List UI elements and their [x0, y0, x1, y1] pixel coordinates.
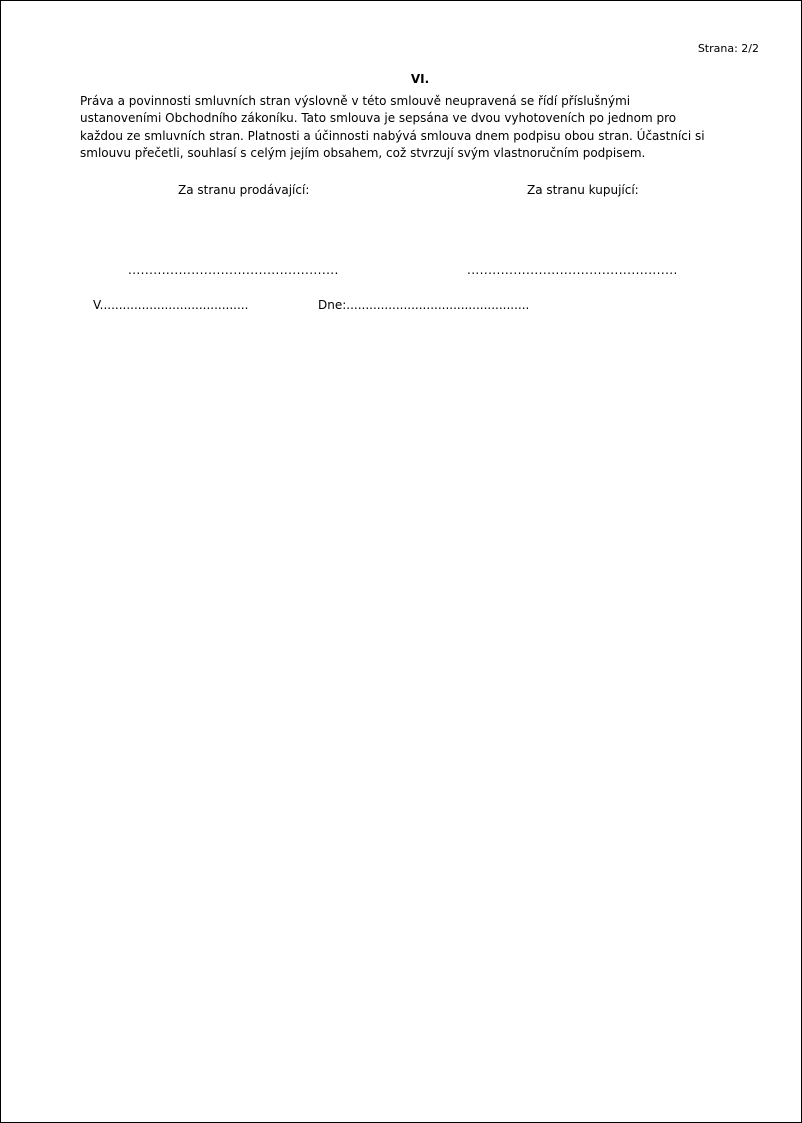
section-heading: VI.: [410, 72, 430, 86]
paragraph-line: ustanoveními Obchodního zákoníku. Tato smlouva je sepsána ve dvou vyhotoveních po jednom pro: [80, 111, 677, 126]
buyer-signature-line: ..................................................: [467, 263, 678, 277]
paragraph-line: každou ze smluvních stran. Platnosti a účinnosti nabývá smlouva dnem podpisu obou stran. Účastníci si: [80, 128, 705, 143]
seller-label: Za stranu prodávající:: [178, 183, 310, 197]
page-number: Strana: 2/2: [697, 42, 759, 55]
date-field: Dne:................................................: [318, 298, 530, 312]
buyer-label: Za stranu kupující:: [527, 183, 639, 197]
contract-paragraph: [80, 93, 770, 162]
paragraph-line: smlouvu přečetli, souhlasí s celým jejím obsahem, což stvrzují svým vlastnoručním podpisem.: [80, 145, 646, 160]
paragraph-line: Práva a povinnosti smluvních stran výslovně v této smlouvě neupravená se řídí příslušnými: [80, 94, 631, 108]
place-field: V.......................................: [93, 298, 249, 312]
seller-signature-line: ..................................................: [128, 263, 339, 277]
